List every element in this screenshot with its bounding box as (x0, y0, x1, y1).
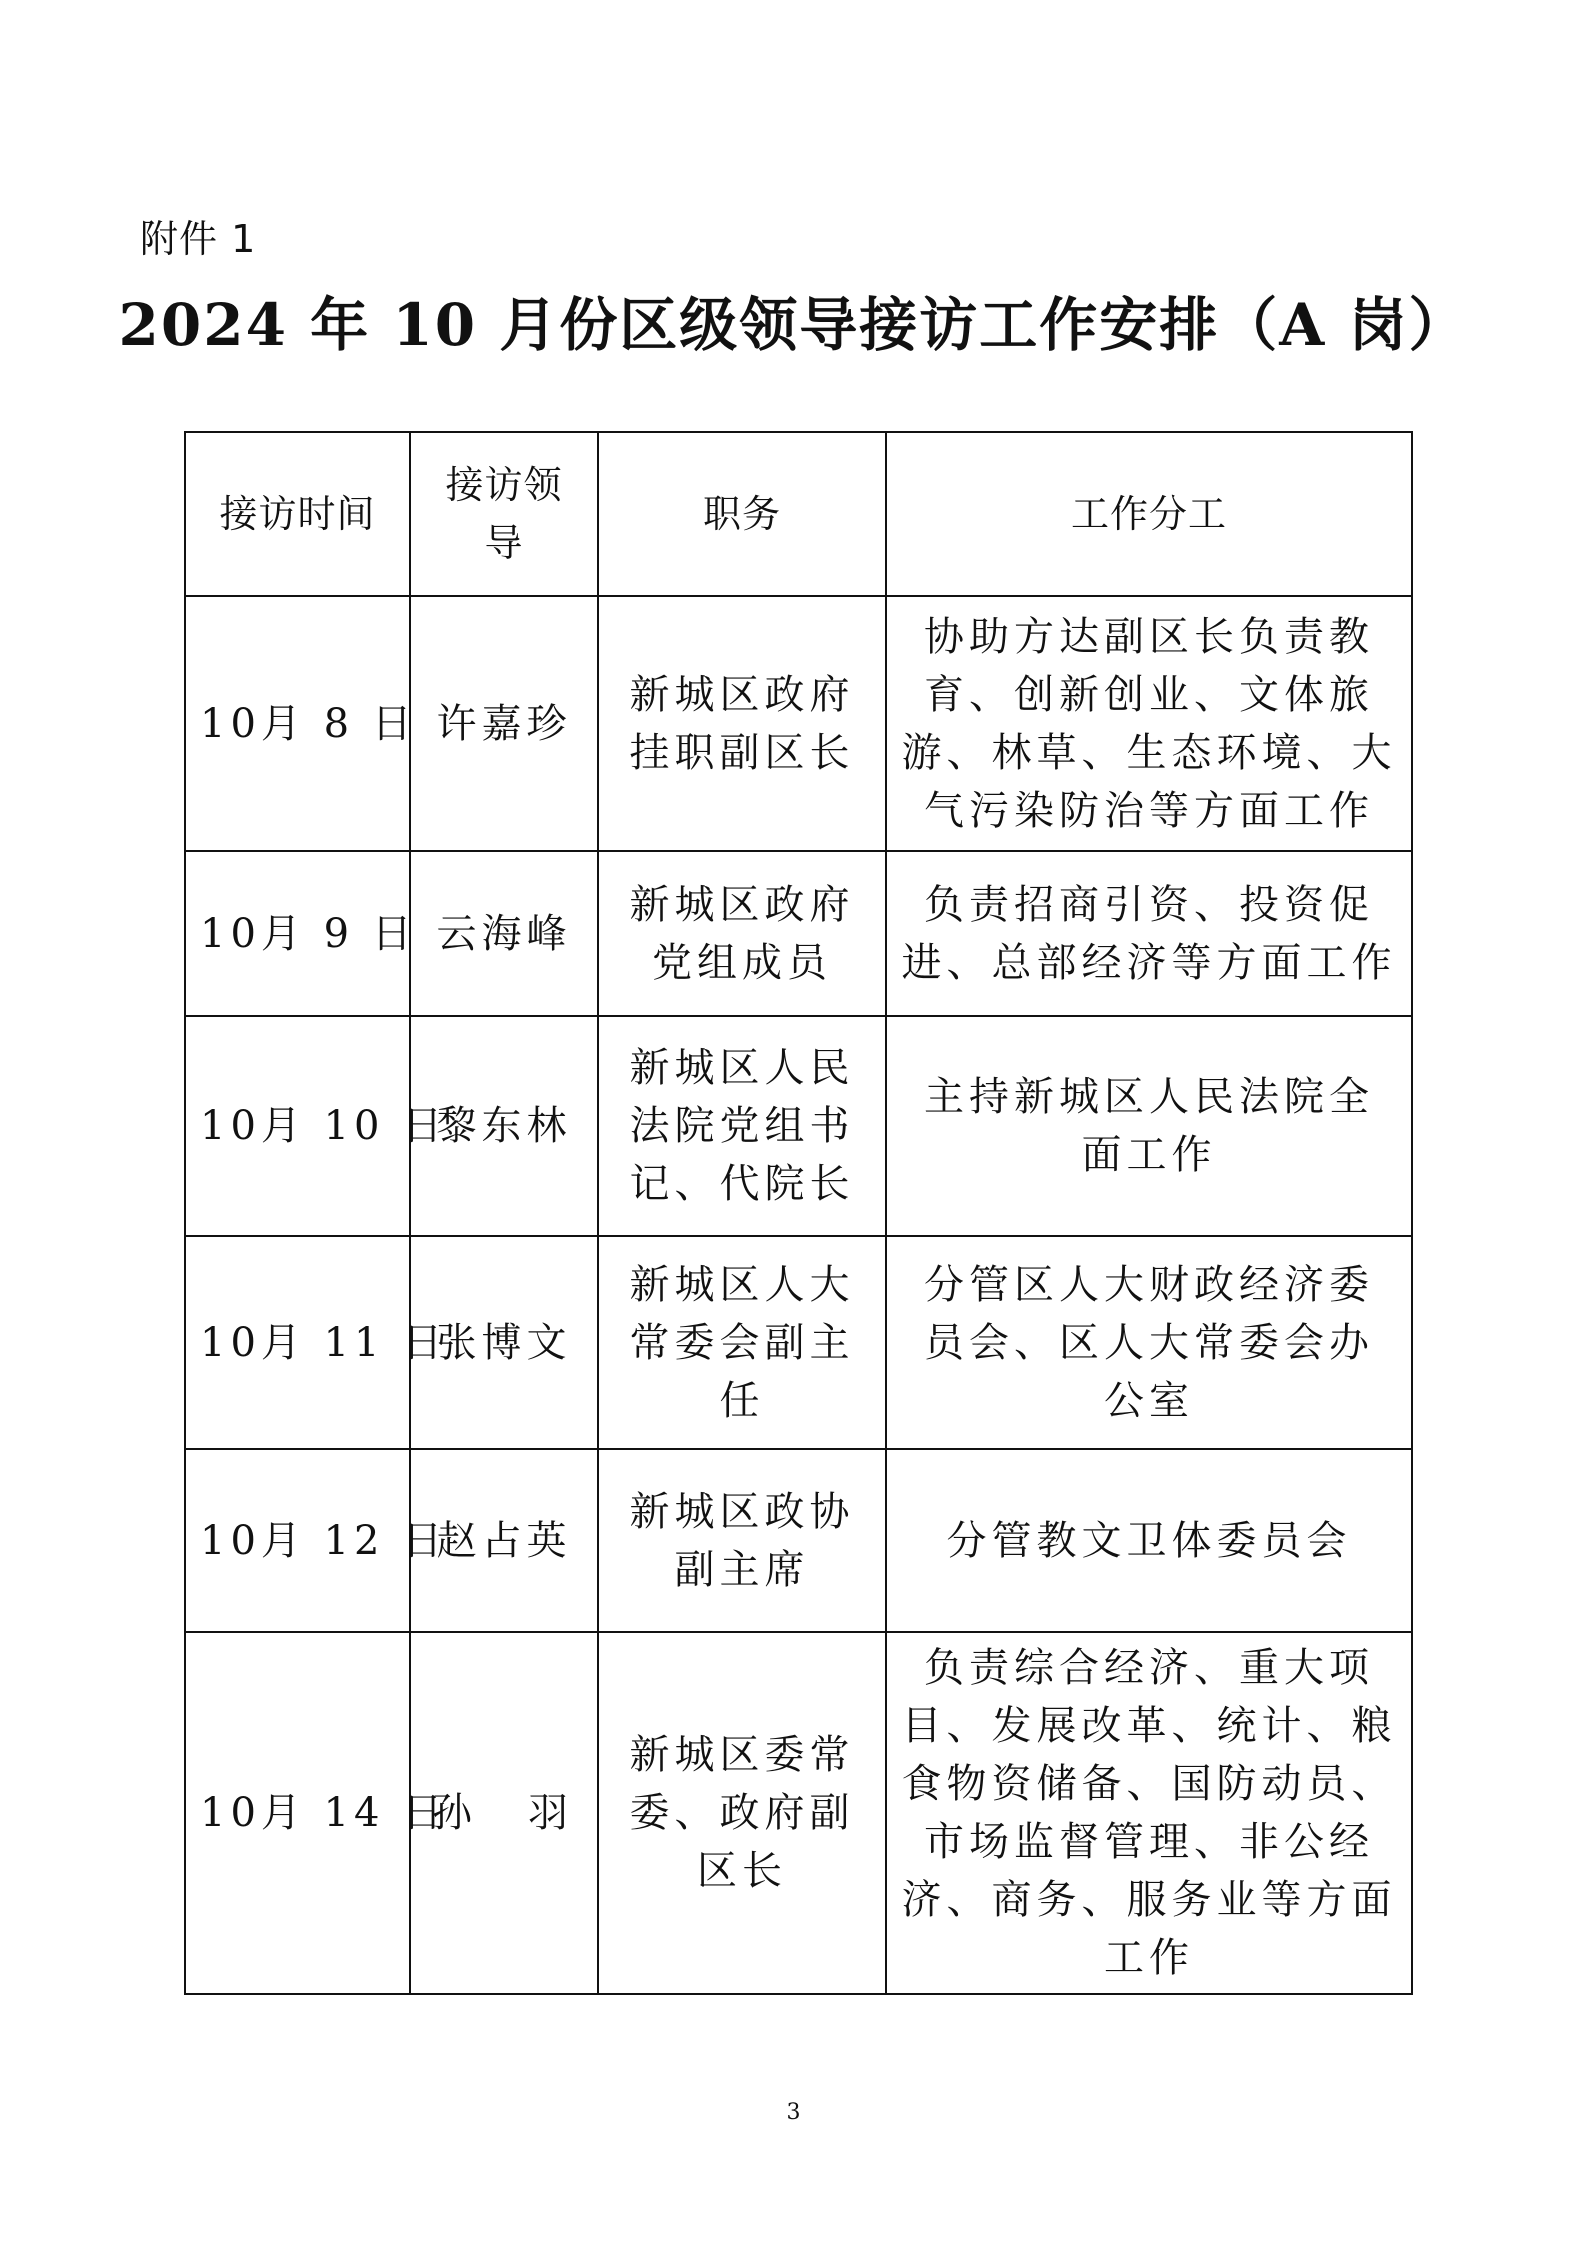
header-reception-leader: 接访领导 (410, 432, 598, 596)
cell-leader: 赵占英 (410, 1449, 598, 1632)
cell-position: 新城区委常委、政府副区长 (598, 1632, 886, 1994)
reception-schedule-table (184, 431, 1413, 1995)
cell-position: 新城区人大常委会副主任 (598, 1236, 886, 1449)
cell-leader: 许嘉珍 (410, 596, 598, 851)
cell-date: 10月 8 日 (185, 596, 410, 851)
cell-duties: 负责招商引资、投资促进、总部经济等方面工作 (886, 851, 1412, 1016)
page-number: 3 (786, 2100, 801, 2125)
cell-duties: 主持新城区人民法院全面工作 (886, 1016, 1412, 1236)
cell-leader: 黎东林 (410, 1016, 598, 1236)
cell-leader: 张博文 (410, 1236, 598, 1449)
table-header-row (185, 432, 1412, 596)
document-title: 2024 年 10 月份区级领导接访工作安排（A 岗） (118, 291, 1469, 359)
cell-duties: 分管区人大财政经济委员会、区人大常委会办公室 (886, 1236, 1412, 1449)
cell-position: 新城区政府党组成员 (598, 851, 886, 1016)
cell-duties: 协助方达副区长负责教育、创新创业、文体旅游、林草、生态环境、大气污染防治等方面工作 (886, 596, 1412, 851)
cell-leader: 孙 羽 (410, 1632, 598, 1994)
header-position: 职务 (598, 432, 886, 596)
cell-date: 10月 10 日 (185, 1016, 410, 1236)
header-reception-time: 接访时间 (185, 432, 410, 596)
cell-duties: 负责综合经济、重大项目、发展改革、统计、粮食物资储备、国防动员、市场监督管理、非公经济、商务、服务业等方面工作 (886, 1632, 1412, 1994)
header-duties: 工作分工 (886, 432, 1412, 596)
cell-duties: 分管教文卫体委员会 (886, 1449, 1412, 1632)
cell-date: 10月 9 日 (185, 851, 410, 1016)
table-row (185, 1632, 1412, 1994)
cell-position: 新城区政协副主席 (598, 1449, 886, 1632)
attachment-label: 附件 1 (140, 217, 257, 261)
cell-date: 10月 12 日 (185, 1449, 410, 1632)
table-row (185, 596, 1412, 851)
table-row (185, 1016, 1412, 1236)
table-row (185, 1236, 1412, 1449)
cell-leader: 云海峰 (410, 851, 598, 1016)
cell-date: 10月 11 日 (185, 1236, 410, 1449)
table-row (185, 1449, 1412, 1632)
cell-position: 新城区人民法院党组书记、代院长 (598, 1016, 886, 1236)
cell-date: 10月 14 日 (185, 1632, 410, 1994)
table-row (185, 851, 1412, 1016)
cell-position: 新城区政府挂职副区长 (598, 596, 886, 851)
